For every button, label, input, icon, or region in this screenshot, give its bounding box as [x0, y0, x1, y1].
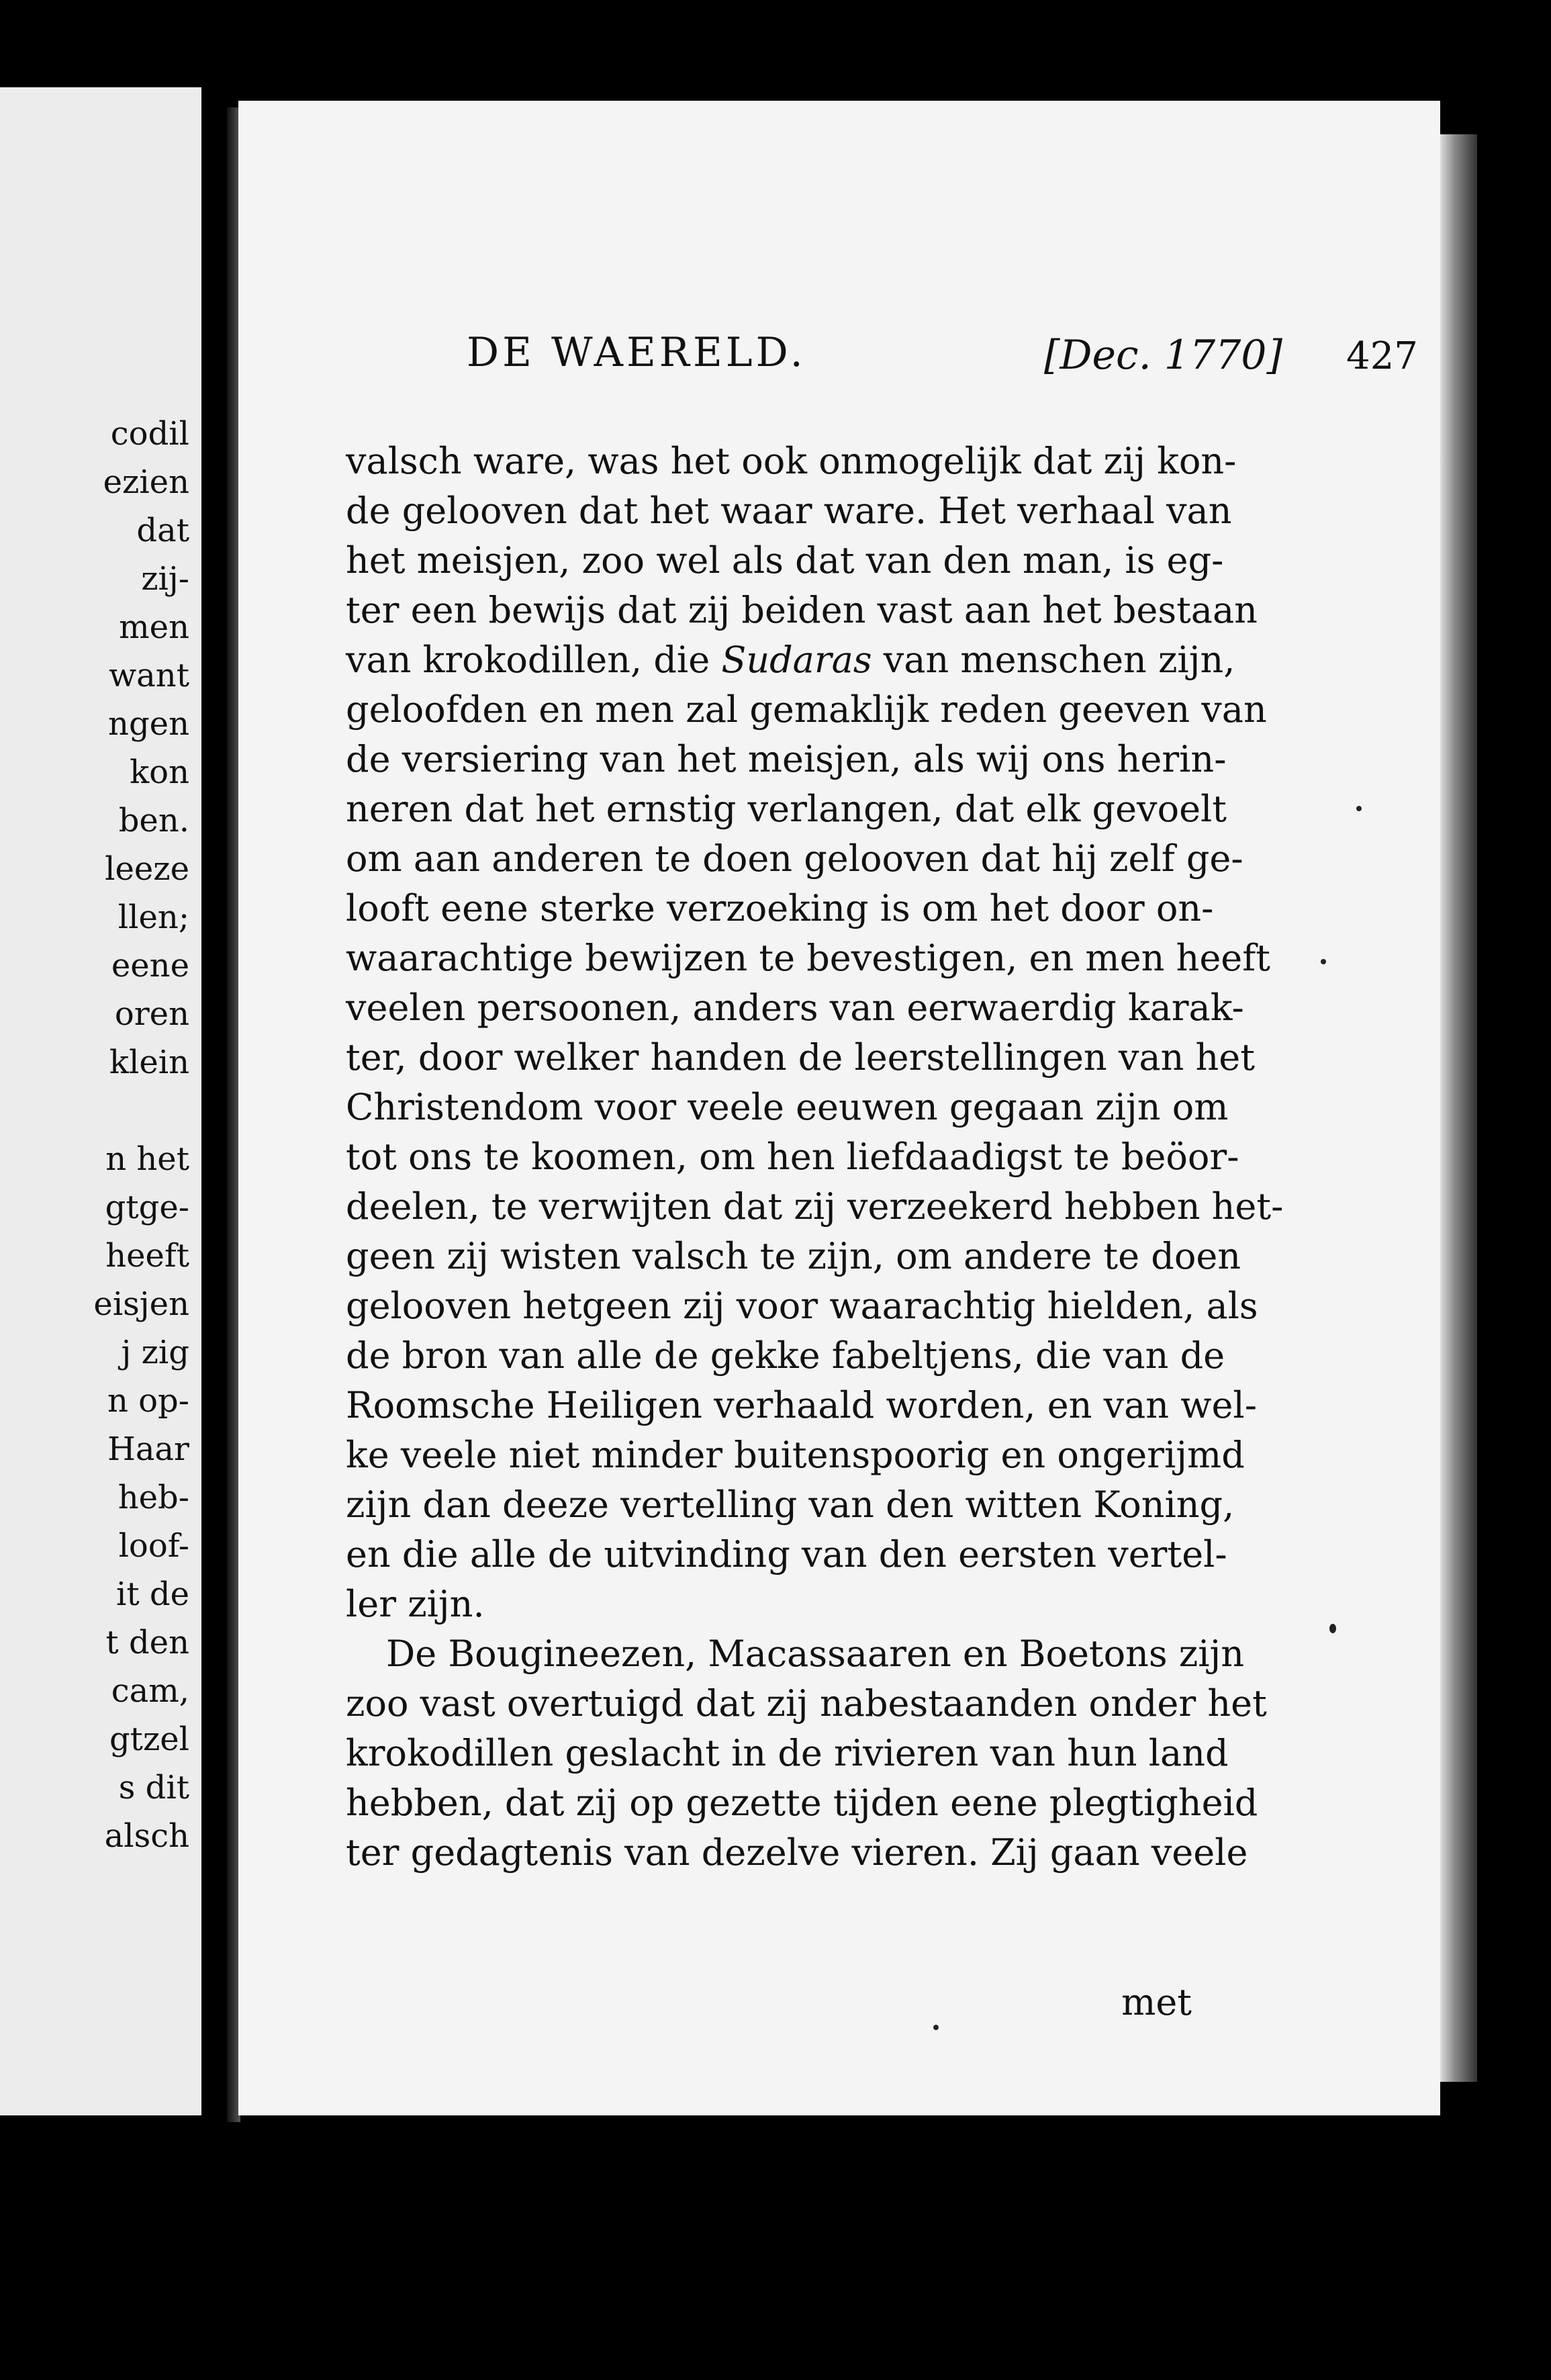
left-page-fragment-line: heb- — [117, 1479, 189, 1516]
text-line: Roomsche Heiligen verhaald worden, en van wel- — [346, 1384, 1257, 1426]
text-line: ter gedagtenis van dezelve vieren. Zij gaan veele — [346, 1831, 1248, 1874]
left-page-fragment-line: ben. — [118, 802, 189, 839]
right-page — [238, 101, 1440, 2115]
text-line: ke veele niet minder buitenspoorig en ongerijmd — [346, 1434, 1245, 1476]
left-page-fragment-line: dat — [136, 512, 189, 549]
left-page-fragment-line: loof- — [118, 1527, 189, 1565]
running-title: DE WAERELD. — [467, 329, 806, 376]
left-page-fragment-line: codil — [110, 415, 189, 453]
left-page-fragment-line: s dit — [118, 1769, 189, 1806]
catchword: met — [1121, 1981, 1192, 2023]
text-line: neren dat het ernstig verlangen, dat elk gevoelt — [346, 788, 1227, 830]
ink-speck — [1321, 959, 1326, 964]
left-page-fragment-line: kon — [130, 753, 189, 791]
text-line: zijn dan deeze vertelling van den witten Koning, — [346, 1483, 1235, 1526]
left-page-fragment-line: ezien — [103, 463, 189, 501]
text-line: geen zij wisten valsch te zijn, om andere te doen — [346, 1235, 1241, 1277]
text-line: De Bougineezen, Macassaaren en Boetons zijn — [386, 1633, 1245, 1675]
text-line: veelen persoonen, anders van eerwaerdig karak- — [346, 987, 1244, 1029]
left-page-fragment-line: gtge- — [105, 1189, 189, 1226]
text-line: en die alle de uitvinding van den eersten vertel- — [346, 1533, 1227, 1575]
running-head — [467, 329, 1420, 390]
left-page-fragment — [0, 87, 201, 2115]
left-page-fragment-line: klein — [109, 1044, 189, 1081]
text-line: deelen, te verwijten dat zij verzeekerd hebben het- — [346, 1185, 1284, 1228]
left-page-fragment-line: cam, — [111, 1672, 189, 1710]
left-page-fragment-line: ngen — [108, 705, 189, 743]
left-page-fragment-line: eene — [111, 947, 189, 985]
text-line: om aan anderen te doen gelooven dat hij zelf ge- — [346, 837, 1243, 880]
left-page-fragment-line: alsch — [104, 1817, 189, 1855]
text-line: valsch ware, was het ook onmogelijk dat zij kon- — [346, 440, 1237, 482]
text-line: zoo vast overtuigd dat zij nabestaanden onder het — [346, 1682, 1267, 1725]
text-line: van krokodillen, die Sudaras van menschen zijn, — [346, 639, 1235, 681]
ink-speck — [1356, 806, 1362, 811]
text-line: de bron van alle de gekke fabeltjens, die van de — [346, 1334, 1225, 1377]
binding-gutter — [201, 0, 228, 2380]
left-page-fragment-line: n op- — [107, 1382, 189, 1420]
paragraph-1 — [346, 437, 1284, 1629]
text-line: ler zijn. — [346, 1583, 485, 1625]
left-page-fragment-line: Haar — [107, 1430, 189, 1468]
page-number: 427 — [1346, 334, 1418, 378]
text-line: ter, door welker handen de leerstellingen van het — [346, 1036, 1255, 1079]
ink-speck — [1329, 1624, 1336, 1633]
left-page-fragment-line: it de — [115, 1575, 189, 1613]
left-page-fragment-line: leeze — [105, 850, 189, 888]
left-page-fragment-line: llen; — [117, 899, 189, 936]
text-line: de gelooven dat het waar ware. Het verhaal van — [346, 490, 1232, 532]
text-line: krokodillen geslacht in de rivieren van hun land — [346, 1732, 1229, 1774]
left-page-fragment-line: heeft — [105, 1237, 189, 1275]
left-page-fragment-line: gtzel — [109, 1721, 189, 1758]
text-line: looft eene sterke verzoeking is om het door on- — [346, 887, 1214, 929]
left-page-fragment-line: zij- — [141, 560, 189, 598]
left-page-fragment-line: eisjen — [93, 1285, 189, 1323]
left-page-fragment-line: n het — [105, 1140, 189, 1178]
text-line: de versiering van het meisjen, als wij ons herin- — [346, 738, 1227, 780]
running-date: [Dec. 1770] — [1044, 332, 1282, 379]
text-line: geloofden en men zal gemaklijk reden geeven van — [346, 688, 1267, 731]
page-stack-edge — [1440, 134, 1477, 2082]
ink-speck — [933, 2025, 939, 2030]
text-line: Christendom voor veele eeuwen gegaan zijn om — [346, 1086, 1229, 1128]
text-line: gelooven hetgeen zij voor waarachtig hielden, als — [346, 1285, 1258, 1327]
text-line: tot ons te koomen, om hen liefdaadigst te beöor- — [346, 1136, 1239, 1178]
text-line: ter een bewijs dat zij beiden vast aan het bestaan — [346, 589, 1258, 631]
left-page-fragment-line: men — [119, 608, 189, 646]
left-page-fragment-line: j zig — [121, 1334, 189, 1371]
left-page-fragment-line: want — [109, 657, 189, 694]
text-line: waarachtige bewijzen te bevestigen, en men heeft — [346, 937, 1270, 979]
page-body-text — [346, 437, 1284, 2023]
text-line: hebben, dat zij op gezette tijden eene plegtigheid — [346, 1782, 1258, 1824]
text-line: het meisjen, zoo wel als dat van den man, is eg- — [346, 539, 1224, 582]
left-page-fragment-line: oren — [114, 995, 189, 1033]
paragraph-2 — [346, 1629, 1267, 1878]
left-page-fragment-line: t den — [105, 1624, 189, 1661]
